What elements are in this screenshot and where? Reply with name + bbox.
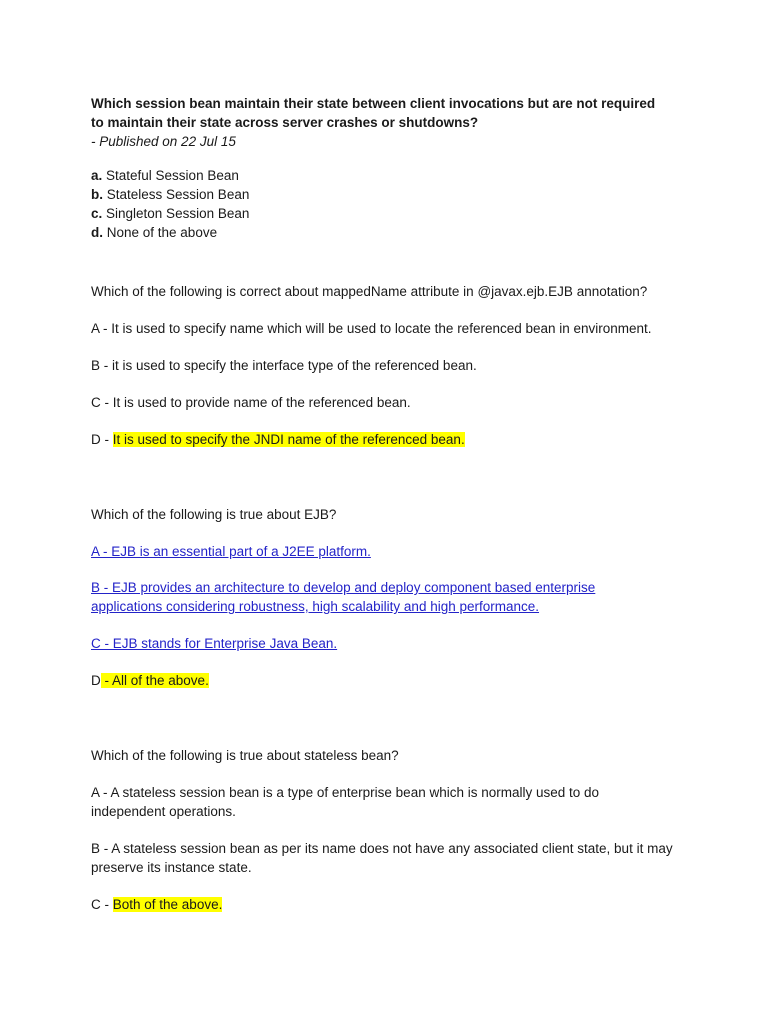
q1-option-c: [91, 204, 691, 223]
q1-published-date: - Published on 22 Jul 15: [91, 134, 236, 149]
option-text: Singleton Session Bean: [102, 206, 250, 221]
q3-option-d: [91, 671, 691, 690]
q4-option-b: B - A stateless session bean as per its name does not have any associated client state, but it may preserve its instance state.: [91, 841, 673, 875]
q3-option-c-row: [91, 634, 691, 653]
option-prefix: D: [91, 673, 101, 688]
q2-option-d: [91, 430, 691, 449]
q3-option-a-link[interactable]: A - EJB is an essential part of a J2EE platform.: [91, 544, 371, 559]
q1-option-b: [91, 185, 691, 204]
option-prefix: D -: [91, 432, 113, 447]
q2-question: Which of the following is correct about mappedName attribute in @javax.ejb.EJB annotation?: [91, 284, 648, 299]
option-letter: d.: [91, 225, 103, 240]
q4-question: Which of the following is true about stateless bean?: [91, 748, 399, 763]
q4-option-a: A - A stateless session bean is a type of enterprise bean which is normally used to do independent operations.: [91, 785, 600, 819]
correct-answer-highlight: Both of the above.: [112, 897, 223, 912]
q4-option-c: [91, 895, 691, 914]
q1-option-d: [91, 223, 691, 242]
option-text: None of the above: [103, 225, 218, 240]
q2-option-c: C - It is used to provide name of the referenced bean.: [91, 395, 411, 410]
q3-question: Which of the following is true about EJB?: [91, 507, 337, 522]
q2-option-a: A - It is used to specify name which will be used to locate the referenced bean in environment.: [91, 321, 652, 336]
q3-option-b-row: [91, 578, 631, 616]
q3-option-c-link[interactable]: C - EJB stands for Enterprise Java Bean.: [91, 636, 338, 651]
q2-option-b: B - it is used to specify the interface type of the referenced bean.: [91, 358, 477, 373]
option-text: Stateless Session Bean: [103, 187, 250, 202]
option-letter: a.: [91, 168, 103, 183]
correct-answer-highlight: - All of the above.: [100, 673, 209, 688]
q3-option-b-link[interactable]: B - EJB provides an architecture to develop and deploy component based enterprise applications considering robustness, high scalability and high performance.: [91, 580, 596, 614]
option-text: Stateful Session Bean: [102, 168, 239, 183]
q3-option-a-row: [91, 542, 691, 561]
correct-answer-highlight: It is used to specify the JNDI name of the referenced bean.: [112, 432, 465, 447]
q1-question: Which session bean maintain their state between client invocations but are not required to maintain their state across server crashes or shutdowns?: [91, 96, 656, 130]
option-prefix: C -: [91, 897, 113, 912]
q1-option-a: [91, 166, 691, 185]
option-letter: b.: [91, 187, 103, 202]
option-letter: c.: [91, 206, 103, 221]
